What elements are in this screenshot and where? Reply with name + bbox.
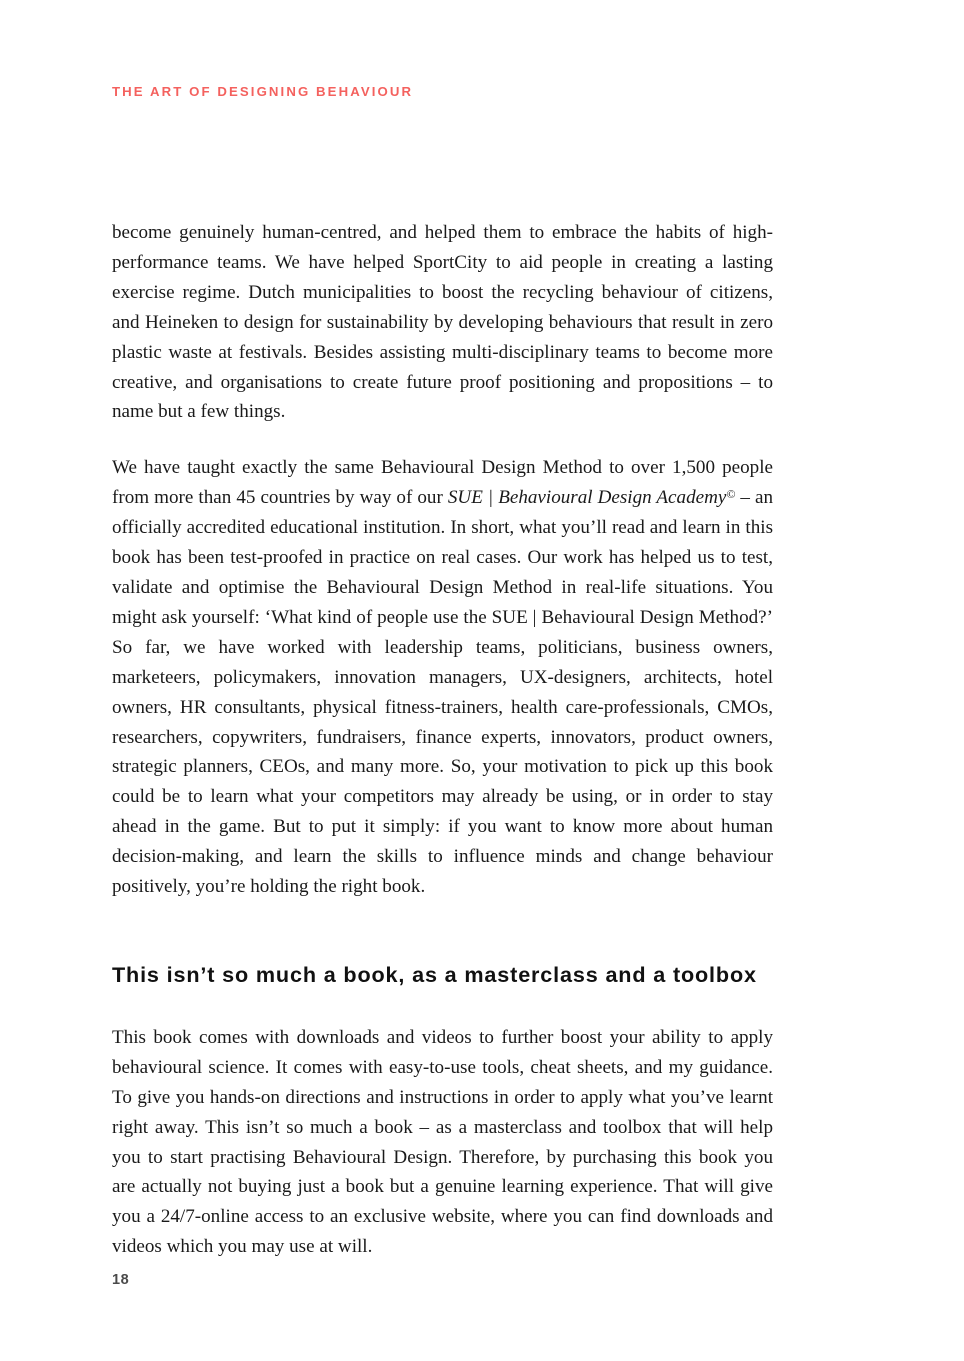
paragraph-2-trailing-text: – an officially accredited educational institution. In short, what you’ll read and learn in this book has been test-proofed in practice on real cases. Our work has helped us to test, validate and optimise the Behavioural Design Method in real-life situations. You might ask yourself: ‘What kind of people use the SUE | Behavioural Design Method?’ So far, we have worked with leadership teams, politicians, business owners, marketeers, policymakers, innovation managers, UX-designers, architects, hotel owners, HR consultants, physical fitness-trainers, health care-professionals, CMOs, researchers, copywriters, fundraisers, finance experts, innovators, product owners, strategic planners, CEOs, and many more. So, your motivation to pick up this book could be to learn what your competitors may already be using, or in order to stay ahead in the game. But to put it simply: if you want to know more about human decision-making, and learn the skills to influence minds and change behaviour positively, you’re holding the right book. bbox=[112, 487, 773, 898]
page-number: 18 bbox=[112, 1272, 130, 1288]
paragraph-1: become genuinely human-centred, and helped them to embrace the habits of high-performance teams. We have helped SportCity to aid people in creating a lasting exercise regime. Dutch municipalities to boost the recycling behaviour of citizens, and Heineken to design for sustainability by developing behaviours that result in zero plastic waste at festivals. Besides assisting multi-disciplinary teams to become more creative, and organisations to create future proof positioning and propositions – to name but a few things. bbox=[112, 222, 773, 423]
running-header: THE ART OF DESIGNING BEHAVIOUR bbox=[112, 84, 414, 99]
academy-title-italic: SUE | Behavioural Design Academy bbox=[447, 487, 727, 509]
paragraph-2-lead-text: We have taught exactly the same Behavioural Design Method to over 1,500 people from more than 45 countries by way of our bbox=[112, 457, 773, 509]
paragraph-3: This book comes with downloads and videos to further boost your ability to apply behavioural science. It comes with easy-to-use tools, cheat sheets, and my guidance. To give you hands-on directions and instructions in order to apply what you’ve learnt right away. This isn’t so much a book – as a masterclass and toolbox that will help you to start practising Behavioural Design. Therefore, by purchasing this book you are actually not buying just a book but a genuine learning experience. That will give you a 24/7-online access to an exclusive website, where you can find downloads and videos which you may use at will. bbox=[112, 1026, 773, 1258]
section-heading-block bbox=[112, 960, 773, 990]
paragraph-2 bbox=[112, 453, 773, 902]
copyright-symbol: © bbox=[726, 487, 736, 502]
section-heading: This isn’t so much a book, as a masterclass and a toolbox bbox=[112, 961, 757, 987]
text-column bbox=[112, 218, 773, 1262]
